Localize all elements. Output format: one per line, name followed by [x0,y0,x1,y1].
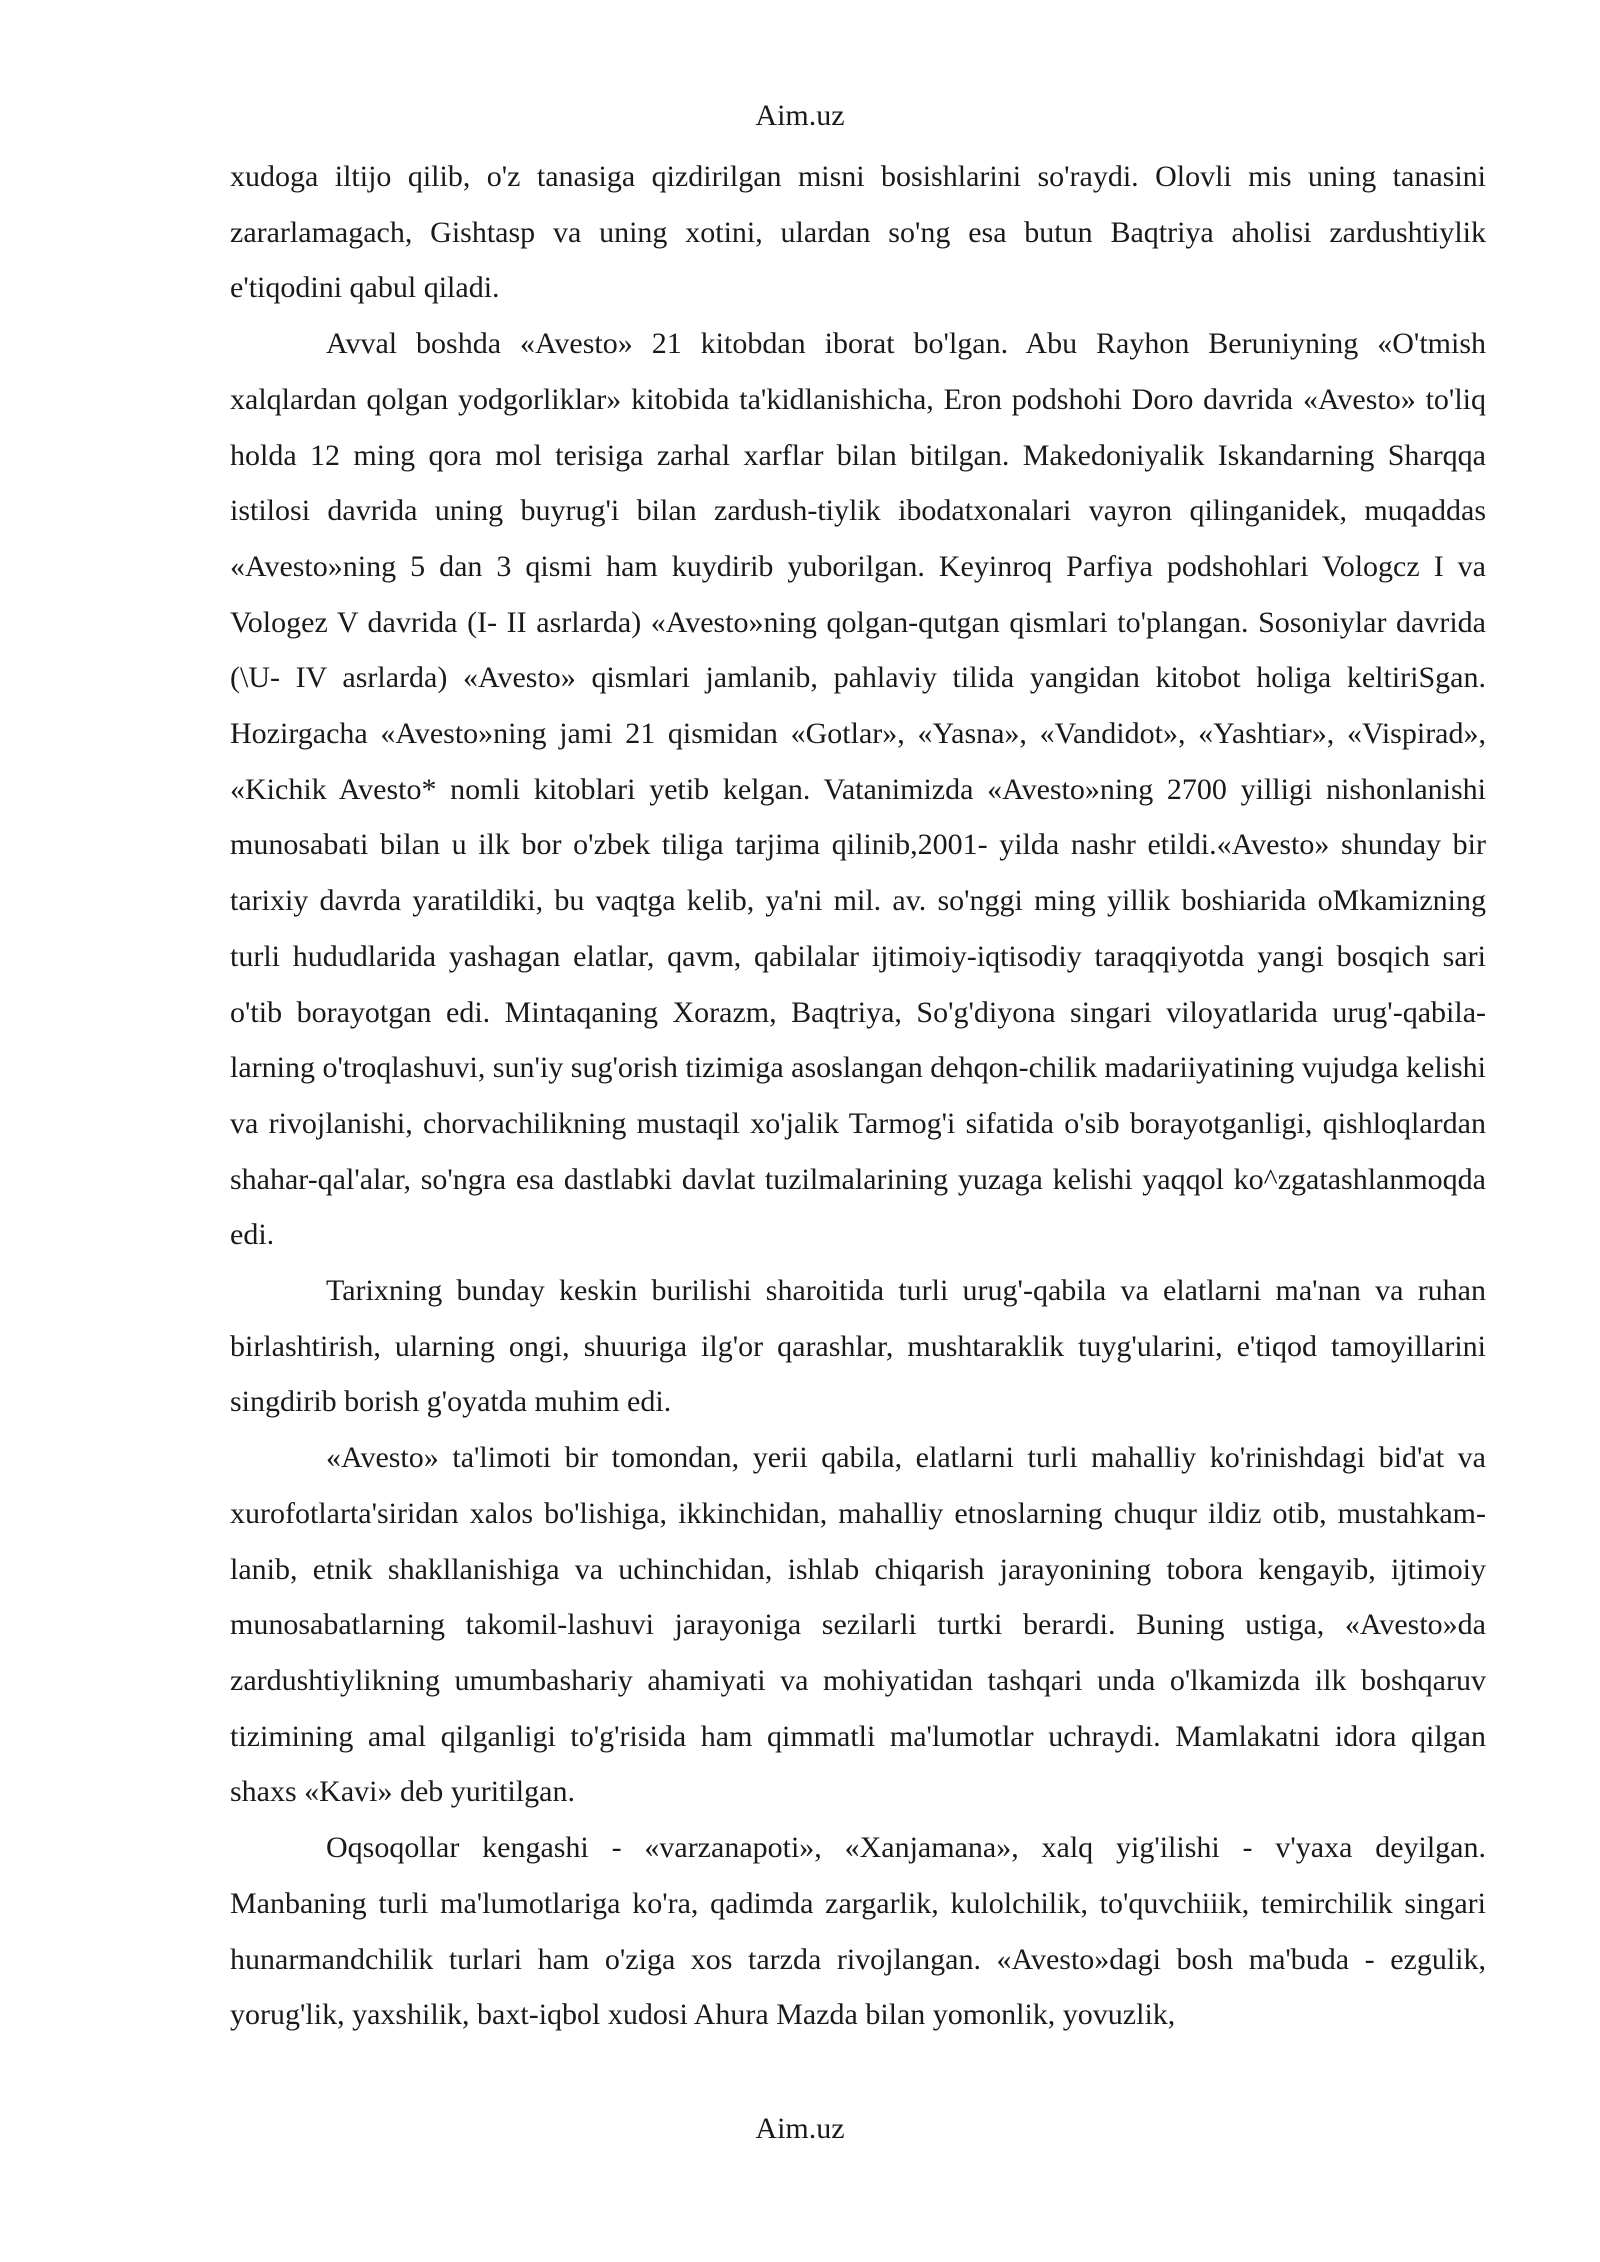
paragraph-3: Tarixning bunday keskin burilishi sharoitida turli urug'-qabila va elatlarni ma'nan va ruhan birlashtirish, ularning ongi, shuuriga ilg'or qarashlar, mushtaraklik tuyg'ularini, e'tiqod tamoyillarini singdirib borish g'oyatda muhim edi. [230,1274,1486,1419]
paragraph-1: xudoga iltijo qilib, o'z tanasiga qizdirilgan misni bosishlarini so'raydi. Olovli mis uning tanasini zararlamagach, Gishtasp va uning xotini, ulardan so'ng esa butun Baqtriya aholisi zardushtiylik e'tiqodini qabul qiladi. [230,160,1486,305]
document-body [230,149,1486,2043]
paragraph-5: Oqsoqollar kengashi - «varzanapoti», «Xanjamana», xalq yig'ilishi - v'yaxa deyilgan. Manbaning turli ma'lumotlariga ko'ra, qadimda zargarlik, kulolchilik, to'quvchiiik, temirchilik singari hunarmandchilik turlari ham o'ziga xos tarzda rivojlangan. «Avesto»dagi bosh ma'buda - ezgulik, yorug'lik, yaxshilik, baxt-iqbol xudosi Ahura Mazda bilan yomonlik, yovuzlik, [230,1831,1486,2032]
paragraph-2: Avval boshda «Avesto» 21 kitobdan iborat bo'lgan. Abu Rayhon Beruniyning «O'tmish xalqlardan qolgan yodgorliklar» kitobida ta'kidlanishicha, Eron podshohi Doro davrida «Avesto» to'liq holda 12 ming qora mol terisiga zarhal xarflar bilan bitilgan. Makedoniyalik Iskandarning Sharqqa istilosi davrida uning buyrug'i bilan zardush-tiylik ibodatxonalari vayron qilinganidek, muqaddas «Avesto»ning 5 dan 3 qismi ham kuydirib yuborilgan. Keyinroq Parfiya podshohlari Vologcz I va Vologez V davrida (I- II asrlarda) «Avesto»ning qolgan-qutgan qismlari to'plangan. Sosoniylar davrida (\U- IV asrlarda) «Avesto» qismlari jamlanib, pahlaviy tilida yangidan kitobot holiga keltiriSgan. Hozirgacha «Avesto»ning jami 21 qismidan «Gotlar», «Yasna», «Vandidot», «Yashtiar», «Vispirad», «Kichik Avesto* nomli kitoblari yetib kelgan. Vatanimizda «Avesto»ning 2700 yilligi nishonlanishi munosabati bilan u ilk bor o'zbek tiliga tarjima qilinib,2001- yilda nashr etildi.«Avesto» shunday bir tarixiy davrda yaratildiki, bu vaqtga kelib, ya'ni mil. av. so'nggi ming yillik boshiarida oMkamizning turli hududlarida yashagan elatlar, qavm, qabilalar ijtimoiy-iqtisodiy taraqqiyotda yangi bosqich sari o'tib borayotgan edi. Mintaqaning Xorazm, Baqtriya, So'g'diyona singari viloyatlarida urug'-qabila-larning o'troqlashuvi, sun'iy sug'orish tizimiga asoslangan dehqon-chilik madariiyatining vujudga kelishi va rivojlanishi, chorvachilikning mustaqil xo'jalik Tarmog'i sifatida o'sib borayotganligi, qishloqlardan shahar-qal'alar, so'ngra esa dastlabki davlat tuzilmalarining yuzaga kelishi yaqqol ko^zgatashlanmoqda edi. [230,327,1487,1252]
paragraph-4: «Avesto» ta'limoti bir tomondan, yerii qabila, elatlarni turli mahalliy ko'rinishdagi bid'at va xurofotlarta'siridan xalos bo'lishiga, ikkinchidan, mahalliy etnoslarning chuqur ildiz otib, mustahkam-lanib, etnik shakllanishiga va uchinchidan, ishlab chiqarish jarayonining tobora kengayib, ijtimoiy munosabatlarning takomil-lashuvi jarayoniga sezilarli turtki berardi. Buning ustiga, «Avesto»da zardushtiylikning umumbashariy ahamiyati va mohiyatidan tashqari unda o'lkamizda ilk boshqaruv tizimining amal qilganligi to'g'risida ham qimmatli ma'lumotlar uchraydi. Mamlakatni idora qilgan shaxs «Kavi» deb yuritilgan. [230,1441,1486,1809]
page-footer: Aim.uz [755,2112,845,2145]
page-header: Aim.uz [755,99,845,132]
